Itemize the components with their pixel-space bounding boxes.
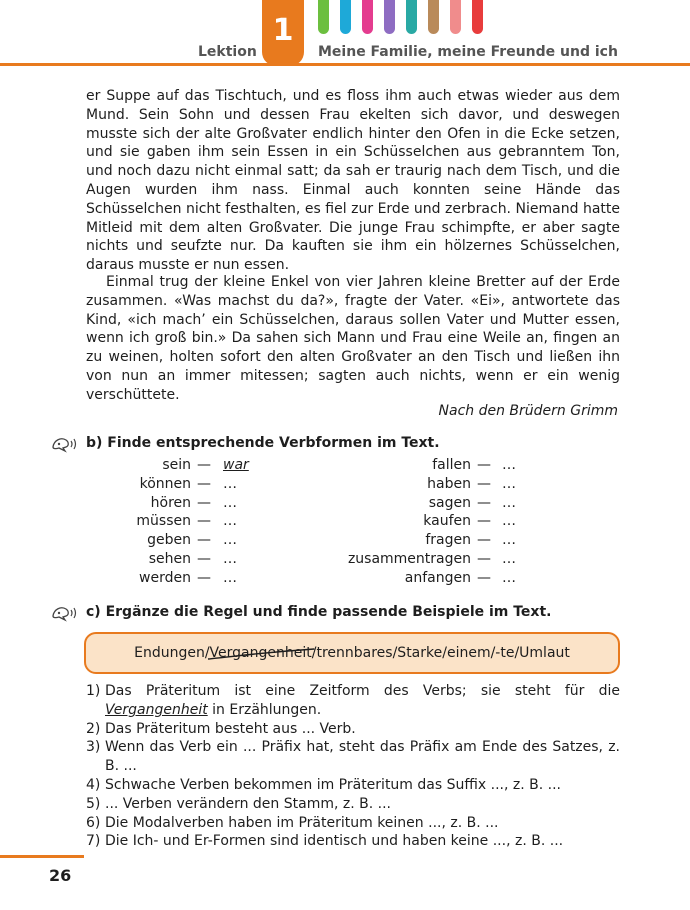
verb-infinitive: können bbox=[139, 475, 191, 492]
rule-item bbox=[86, 832, 620, 851]
rule-item bbox=[86, 795, 620, 814]
rule-item bbox=[86, 814, 620, 833]
rule-text: Die Ich- und Er-Formen sind identisch und haben keine ..., z. B. ... bbox=[105, 833, 564, 850]
task-c-heading bbox=[86, 604, 551, 620]
verb-infinitive: kaufen bbox=[423, 513, 471, 530]
verb-answer-blank: … bbox=[502, 475, 516, 492]
verb-dash: — bbox=[197, 494, 211, 511]
verb-infinitive: sagen bbox=[428, 494, 471, 511]
verb-infinitive: müssen bbox=[136, 513, 191, 530]
rule-text: Schwache Verben bekommen im Präteritum das Suffix ..., z. B. ... bbox=[105, 776, 561, 793]
reading-paragraph-2: Einmal trug der kleine Enkel von vier Jahren kleine Bretter auf der Erde zusammen. «Was machst du da?», fragte der Vater. «Ei», antwortete das Kind, «ich mach’ ein Schüsselchen, daraus sollen Vater und Mutter essen, wenn ich groß bin.» Da sahen sich Mann und Frau eine Weile an, fingen an zu weinen, holten sofort den alten Großvater an den Tisch und ließen ihn von nun an immer mitessen; sagten auch nichts, wenn er ein wenig verschüttete. bbox=[86, 274, 620, 403]
verb-infinitive: sehen bbox=[148, 551, 191, 567]
verb-dash: — bbox=[197, 457, 211, 473]
rule-text bbox=[105, 682, 620, 720]
task-b-instruction: Finde entsprechende Verbformen im Text. bbox=[107, 435, 440, 451]
rule-number: 4) bbox=[86, 776, 101, 793]
strikethrough-mark bbox=[208, 647, 314, 661]
rule-text: Wenn das Verb ein ... Präfix hat, steht das Präfix am Ende des Satzes, z. B. ... bbox=[105, 739, 620, 775]
text-source: Nach den Brüdern Grimm bbox=[438, 403, 618, 419]
verb-dash: — bbox=[197, 475, 211, 492]
verb-answer-blank: … bbox=[502, 532, 516, 549]
crossed-word-text: Vergangenheit bbox=[209, 645, 312, 661]
lesson-number: 1 bbox=[272, 13, 294, 48]
verb-dash: — bbox=[477, 532, 491, 549]
unit-title: Meine Familie, meine Freunde und ich bbox=[318, 44, 618, 60]
listen-speak-icon bbox=[50, 604, 78, 622]
reading-paragraph-1: er Suppe auf das Tischtuch, und es floss ihm auch etwas wieder aus dem Mund. Sein Sohn und dessen Frau ekelten sich davor, und deswegen musste sich der alte Großvater endlich hinter den Ofen in die Ecke setzen, und sie gaben ihm sein Essen in ein Schüsselchen aus gebranntem Ton, und noch dazu nicht einmal satt; da sah er traurig nach dem Tisch, und die Augen wurden ihm nass. Einmal auch konnten seine Hände das Schüsselchen nicht festhalten, es fiel zur Erde und zerbrach. Niemand hatte Mitleid mit dem alten Großvater. Die junge Frau schimpfte, er aber sagte nichts und seufzte nur. Da kauften sie ihm ein hölzernes Schüsselchen, daraus musste er nun essen. bbox=[86, 88, 620, 274]
verb-answer-blank: … bbox=[502, 494, 516, 511]
verb-infinitive: fallen bbox=[432, 457, 471, 473]
rule-text: Das Präteritum besteht aus ... Verb. bbox=[105, 720, 356, 737]
verb-answer-blank: … bbox=[223, 569, 237, 586]
verb-dash: — bbox=[197, 569, 211, 586]
verb-dash: — bbox=[197, 532, 211, 549]
rule-filled-answer: Vergangenheit bbox=[105, 701, 208, 718]
word-bank-after: /trennbares/Starke/einem/-te/Umlaut bbox=[311, 645, 570, 661]
verb-dash: — bbox=[477, 513, 491, 530]
verb-infinitive: werden bbox=[139, 569, 191, 586]
footer-rule bbox=[0, 855, 84, 858]
verb-dash: — bbox=[477, 457, 491, 473]
rule-number: 5) bbox=[86, 795, 101, 812]
verb-infinitive: fragen bbox=[425, 532, 471, 549]
rule-text: ... Verben verändern den Stamm, z. B. ... bbox=[105, 795, 391, 812]
verb-answer-blank: … bbox=[502, 513, 516, 530]
verb-dash: — bbox=[477, 494, 491, 511]
page-number: 26 bbox=[49, 866, 72, 885]
word-bank-before: Endungen/ bbox=[134, 645, 210, 661]
rule-number: 7) bbox=[86, 833, 101, 850]
verb-answer-blank: … bbox=[223, 513, 237, 530]
verb-answer-blank: … bbox=[223, 551, 237, 567]
verb-dash: — bbox=[477, 475, 491, 492]
rule-text-after: in Erzählungen. bbox=[207, 701, 322, 718]
verb-answer-blank: … bbox=[502, 569, 516, 586]
rule-item bbox=[86, 776, 620, 795]
verb-infinitive: haben bbox=[427, 475, 471, 492]
rule-number: 1) bbox=[86, 683, 101, 699]
verb-infinitive: zusammentragen bbox=[347, 551, 471, 567]
rule-number: 6) bbox=[86, 814, 101, 831]
word-bank bbox=[86, 645, 618, 661]
rule-text: Die Modalverben haben im Präteritum keinen ..., z. B. ... bbox=[105, 814, 499, 831]
verb-infinitive: sein bbox=[162, 457, 191, 473]
rule-number: 3) bbox=[86, 739, 101, 756]
verb-dash: — bbox=[197, 513, 211, 530]
verb-infinitive: anfangen bbox=[404, 569, 471, 586]
verb-answer-blank: … bbox=[223, 532, 237, 549]
verb-answer-blank: … bbox=[223, 475, 237, 492]
verb-dash: — bbox=[197, 551, 211, 567]
verb-dash: — bbox=[477, 569, 491, 586]
word-bank-box bbox=[84, 632, 620, 674]
verb-answer-blank: … bbox=[223, 494, 237, 511]
rule-item bbox=[86, 682, 620, 720]
lektion-label: Lektion bbox=[198, 44, 257, 60]
rule-item bbox=[86, 720, 620, 739]
task-c-label: c) bbox=[86, 604, 101, 620]
verb-answer-blank: … bbox=[502, 551, 516, 567]
verb-infinitive: geben bbox=[147, 532, 191, 549]
rule-item bbox=[86, 738, 620, 776]
task-c-instruction: Ergänze die Regel und finde passende Beispiele im Text. bbox=[105, 604, 552, 620]
rule-text-before: Das Präteritum ist eine Zeitform des Verbs; sie steht für die bbox=[105, 683, 620, 699]
rule-number: 2) bbox=[86, 720, 101, 737]
verb-dash: — bbox=[477, 551, 491, 567]
verb-answer: war bbox=[223, 457, 249, 473]
rule-list bbox=[86, 682, 620, 851]
task-b-label: b) bbox=[86, 435, 103, 451]
word-bank-crossed-word bbox=[210, 645, 312, 661]
verb-infinitive: hören bbox=[150, 494, 191, 511]
verb-answer-blank: … bbox=[502, 457, 516, 473]
